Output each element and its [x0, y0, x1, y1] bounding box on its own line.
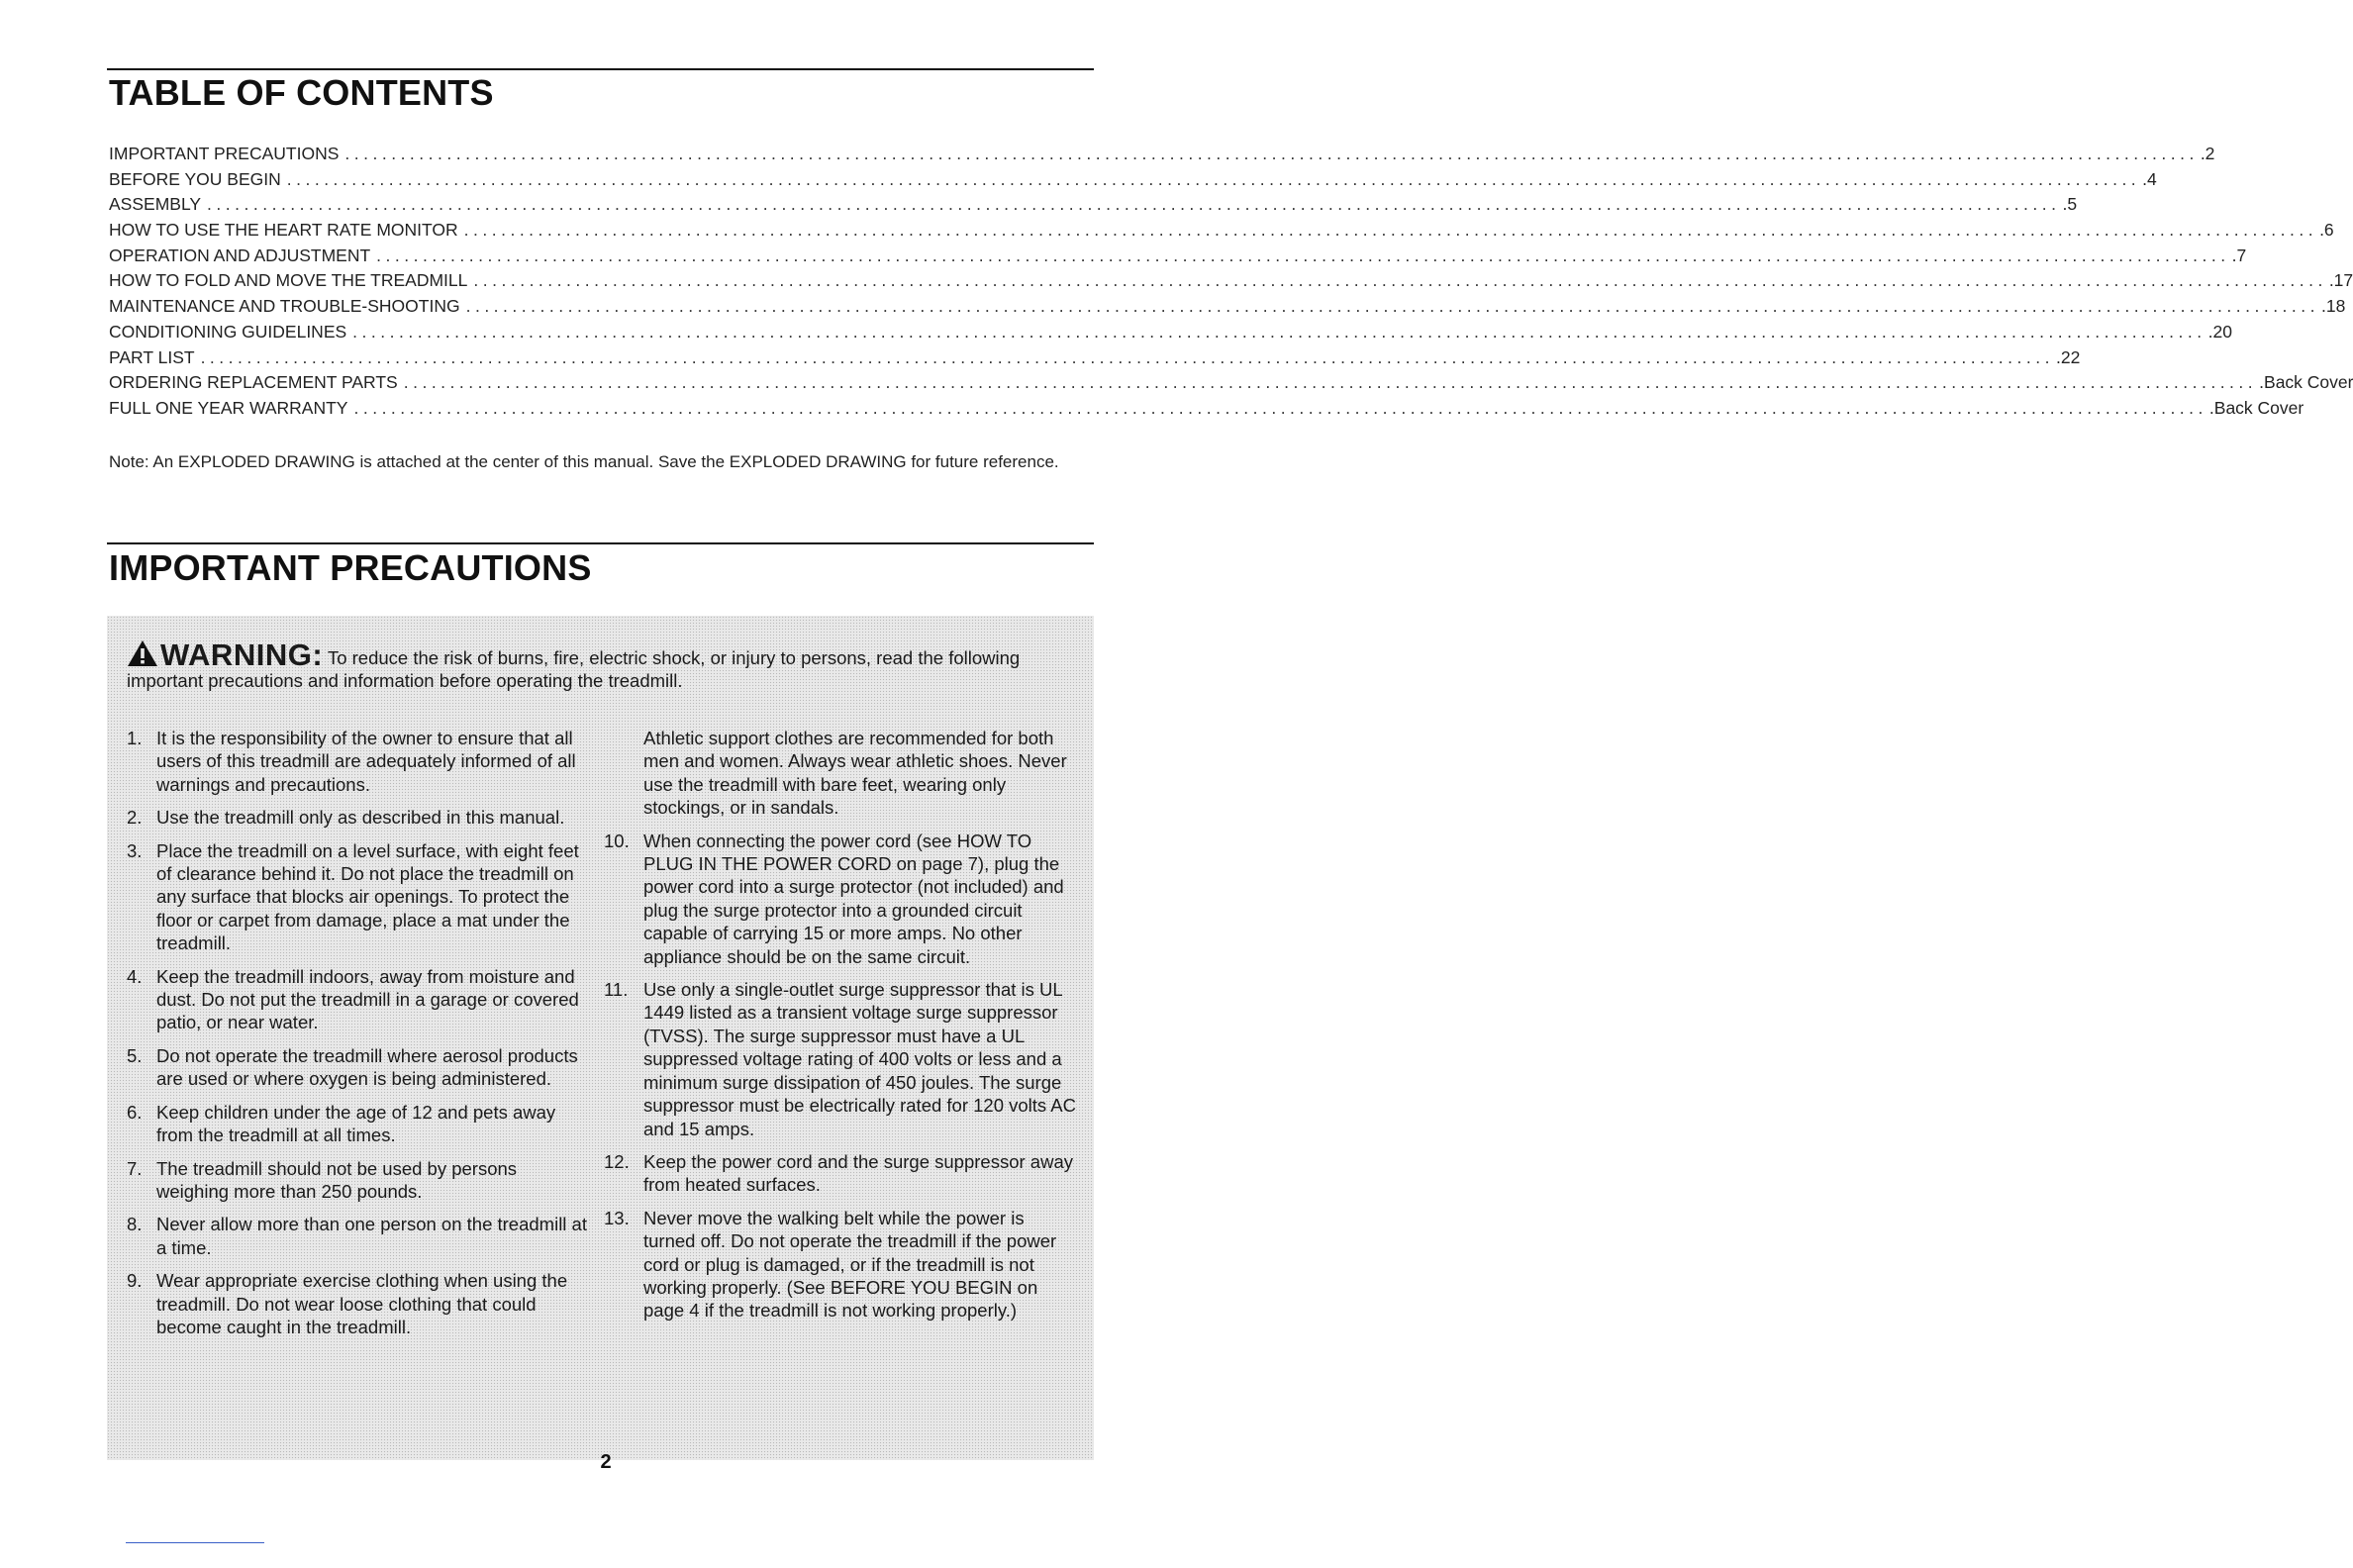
toc-entry[interactable] [109, 270, 2353, 296]
toc-entry-title: BEFORE YOU BEGIN [109, 168, 281, 189]
toc-leader-dots: ........................................................................................................................................................................................................ [473, 270, 2327, 291]
precaution-item [127, 839, 592, 955]
precaution-item [127, 965, 592, 1034]
precaution-text: When connecting the power cord (see HOW TO PLUG IN THE POWER CORD on page 7), plug the power cord into a surge protector (not included) and plug the surge protector into a grounded circuit capable of carrying 15 or more amps. No other appliance should be on the same circuit. [643, 830, 1064, 967]
toc-entry-title: OPERATION AND ADJUSTMENT [109, 245, 371, 265]
toc-entry-page: .Back Cover [2208, 397, 2304, 418]
precaution-number: 13. [604, 1207, 630, 1228]
page-number: 2 [600, 1451, 612, 1473]
toc-leader-dots: ........................................................................................................................................................................................................ [376, 245, 2230, 265]
footer-rule [126, 1542, 264, 1543]
toc-leader-dots: ........................................................................................................................................................................................................ [207, 194, 2061, 215]
toc-heading: TABLE OF CONTENTS [109, 72, 494, 113]
precaution-number: 11. [604, 979, 629, 1001]
toc-entry-page: .5 [2062, 194, 2078, 215]
precaution-item [127, 727, 592, 796]
toc-entry[interactable] [109, 245, 2247, 271]
toc-leader-dots: ........................................................................................................................................................................................................ [353, 397, 2207, 418]
precaution-item [604, 830, 1079, 968]
precaution-number: 6. [127, 1101, 143, 1123]
toc-entry-page: .6 [2319, 220, 2334, 241]
toc-leader-dots: ........................................................................................................................................................................................................ [403, 372, 2258, 393]
toc-leader-dots: ........................................................................................................................................................................................................ [463, 220, 2318, 241]
toc-leader-dots: ........................................................................................................................................................................................................ [200, 346, 2054, 367]
precautions-left-column [127, 727, 592, 1348]
toc-leader-dots: ........................................................................................................................................................................................................ [352, 321, 2206, 342]
precaution-number: 1. [127, 728, 143, 748]
precautions-top-rule [107, 542, 1094, 544]
warning-header [127, 639, 1077, 692]
warning-word: WARNING: [160, 637, 324, 672]
precaution-number: 5. [127, 1044, 143, 1066]
precaution-item [604, 978, 1079, 1140]
toc-top-rule [107, 68, 1094, 70]
toc-leader-dots: ........................................................................................................................................................................................................ [344, 144, 2199, 163]
warning-triangle-icon [127, 639, 158, 667]
precaution-text: Place the treadmill on a level surface, with eight feet of clearance behind it. Do not place the treadmill on any surface that blocks air openings. To protect the floor or carpet from damage, place a mat under the treadmill. [156, 839, 579, 954]
precautions-right-column [604, 727, 1079, 1332]
precaution-text: Keep the treadmill indoors, away from moisture and dust. Do not put the treadmill in a garage or covered patio, or near water. [156, 965, 579, 1033]
precaution-number: 3. [127, 839, 143, 861]
toc-entry[interactable] [109, 296, 2346, 322]
precaution-item [127, 1157, 592, 1204]
precaution-text: Use the treadmill only as described in this manual. [156, 807, 565, 829]
warning-text: To reduce the risk of burns, fire, electric shock, or injury to persons, read the following important precautions and information before operating the treadmill. [127, 647, 1021, 691]
toc-entry-title: IMPORTANT PRECAUTIONS [109, 144, 340, 163]
toc-entry-page: .20 [2207, 321, 2232, 342]
precaution-item [127, 1213, 592, 1259]
toc-entry[interactable] [109, 372, 2353, 398]
precaution-text: Keep children under the age of 12 and pets away from the treadmill at all times. [156, 1101, 556, 1146]
toc-entry[interactable] [109, 346, 2081, 373]
precaution-text: Never move the walking belt while the power is turned off. Do not operate the treadmill if the power cord or plug is damaged, or if the treadmill is not working properly. (See BEFORE YOU BEGIN on page 4 if the treadmill is not working properly.) [643, 1207, 1057, 1322]
toc-entry[interactable] [109, 397, 2304, 424]
exploded-drawing-note: Note: An EXPLODED DRAWING is attached at the center of this manual. Save the EXPLODED DRAWING for future reference. [109, 452, 1059, 471]
toc-entry-page: .Back Cover [2259, 372, 2353, 393]
precaution-text: Do not operate the treadmill where aerosol products are used or where oxygen is being administered. [156, 1044, 578, 1090]
toc-list [109, 144, 2353, 424]
precaution-text: Athletic support clothes are recommended for both men and women. Always wear athletic shoes. Never use the treadmill with bare feet, wearing only stockings, or in sandals. [643, 728, 1067, 819]
toc-entry-page: .7 [2231, 245, 2247, 265]
precaution-text: Use only a single-outlet surge suppressor that is UL 1449 listed as a transient voltage surge suppressor (TVSS). The surge suppressor must have a UL suppressed voltage rating of 400 volts or less and a minimum surge dissipation of 450 joules. The surge suppressor must be electrically rated for 120 volts AC and 15 amps. [643, 979, 1076, 1139]
precaution-item [127, 806, 592, 829]
toc-entry[interactable] [109, 220, 2334, 245]
precaution-number: 8. [127, 1214, 143, 1235]
toc-entry-title: ORDERING REPLACEMENT PARTS [109, 372, 398, 393]
precautions-heading: IMPORTANT PRECAUTIONS [109, 547, 592, 588]
toc-leader-dots: ........................................................................................................................................................................................................ [465, 296, 2320, 317]
warning-box [107, 616, 1094, 1460]
toc-entry-title: HOW TO USE THE HEART RATE MONITOR [109, 220, 458, 241]
precaution-item [127, 1269, 592, 1338]
toc-entry-title: CONDITIONING GUIDELINES [109, 321, 347, 342]
toc-entry-page: .2 [2200, 144, 2215, 163]
toc-entry[interactable] [109, 321, 2232, 347]
toc-entry-page: .18 [2321, 296, 2346, 317]
toc-entry-title: FULL ONE YEAR WARRANTY [109, 397, 348, 418]
precaution-text: Never allow more than one person on the treadmill at a time. [156, 1214, 587, 1258]
precaution-item [127, 1044, 592, 1091]
toc-entry-page: .17 [2328, 270, 2353, 291]
toc-entry-title: PART LIST [109, 346, 195, 367]
precaution-text: Wear appropriate exercise clothing when using the treadmill. Do not wear loose clothing that could become caught in the treadmill. [156, 1270, 568, 1337]
toc-leader-dots: ........................................................................................................................................................................................................ [286, 168, 2141, 189]
precaution-number: 2. [127, 807, 143, 829]
precaution-text: The treadmill should not be used by persons weighing more than 250 pounds. [156, 1157, 518, 1202]
toc-entry-title: HOW TO FOLD AND MOVE THE TREADMILL [109, 270, 468, 291]
precaution-number: 10. [604, 830, 630, 851]
toc-entry-title: MAINTENANCE AND TROUBLE-SHOOTING [109, 296, 460, 317]
toc-entry-title: ASSEMBLY [109, 194, 202, 215]
precaution-number: 4. [127, 965, 143, 987]
precaution-number: 7. [127, 1157, 143, 1179]
precaution-item [604, 1207, 1079, 1323]
precaution-text: Keep the power cord and the surge suppressor away from heated surfaces. [643, 1150, 1073, 1196]
toc-entry[interactable] [109, 168, 2157, 195]
precaution-number: 12. [604, 1150, 630, 1172]
precaution-number: 9. [127, 1270, 143, 1292]
precaution-text: It is the responsibility of the owner to ensure that all users of this treadmill are adequately informed of all warnings and precautions. [156, 728, 576, 795]
precaution-continuation [614, 727, 1079, 820]
toc-entry-page: .4 [2142, 168, 2157, 189]
toc-entry[interactable] [109, 194, 2078, 220]
precaution-item [604, 1150, 1079, 1197]
toc-entry-page: .22 [2055, 346, 2081, 367]
precaution-item [127, 1101, 592, 1147]
toc-entry[interactable] [109, 144, 2215, 169]
